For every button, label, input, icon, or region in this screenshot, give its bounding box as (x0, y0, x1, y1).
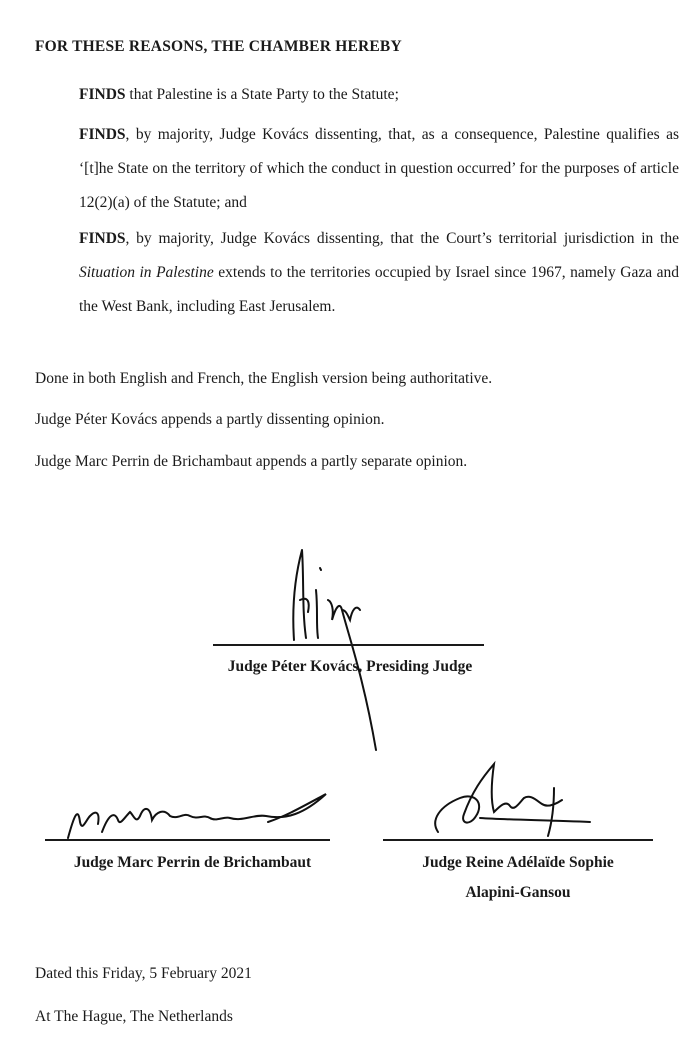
finding-3-text-before: , by majority, Judge Kovács dissenting, that the Court’s territorial jurisdiction in the (125, 230, 679, 247)
dissenting-opinion-statement: Judge Péter Kovács appends a partly dissenting opinion. (35, 411, 385, 428)
finding-2-lead: FINDS (79, 126, 126, 143)
left-signature-line (45, 839, 330, 841)
separate-opinion-statement: Judge Marc Perrin de Brichambaut appends a partly separate opinion. (35, 453, 468, 470)
language-statement: Done in both English and French, the English version being authoritative. (35, 370, 493, 387)
presiding-judge-signature (280, 540, 400, 760)
right-judge-name-line2: Alapini-Gansou (465, 884, 571, 901)
left-judge-name: Judge Marc Perrin de Brichambaut (73, 854, 312, 871)
finding-3 (79, 222, 679, 324)
finding-3-lead: FINDS (79, 230, 126, 247)
finding-1-lead: FINDS (79, 86, 126, 103)
place-line: At The Hague, The Netherlands (35, 1008, 233, 1025)
finding-2 (79, 118, 679, 220)
finding-3-situation-title: Situation in Palestine (79, 264, 214, 281)
brichambaut-signature (60, 776, 335, 846)
chamber-heading: FOR THESE REASONS, THE CHAMBER HEREBY (35, 38, 402, 55)
right-signature-line (383, 839, 653, 841)
finding-3-text-after: extends to the territories occupied by Israel since 1967, namely Gaza and the West Bank, including East Jerusalem. (79, 264, 679, 315)
date-line: Dated this Friday, 5 February 2021 (35, 965, 252, 982)
finding-1-text: that Palestine is a State Party to the Statute; (125, 86, 399, 103)
finding-1 (79, 78, 679, 112)
presiding-judge-name: Judge Péter Kovács, Presiding Judge (227, 658, 473, 675)
presiding-signature-line (213, 644, 484, 646)
alapini-gansou-signature (420, 758, 600, 838)
right-judge-name-line1: Judge Reine Adélaïde Sophie (422, 854, 614, 871)
finding-2-text: , by majority, Judge Kovács dissenting, that, as a consequence, Palestine qualifies as ‘[t]he State on the territory of which the conduct in question occurred’ for the purposes of article 12(2)(a) of the Statute; and (79, 126, 679, 211)
